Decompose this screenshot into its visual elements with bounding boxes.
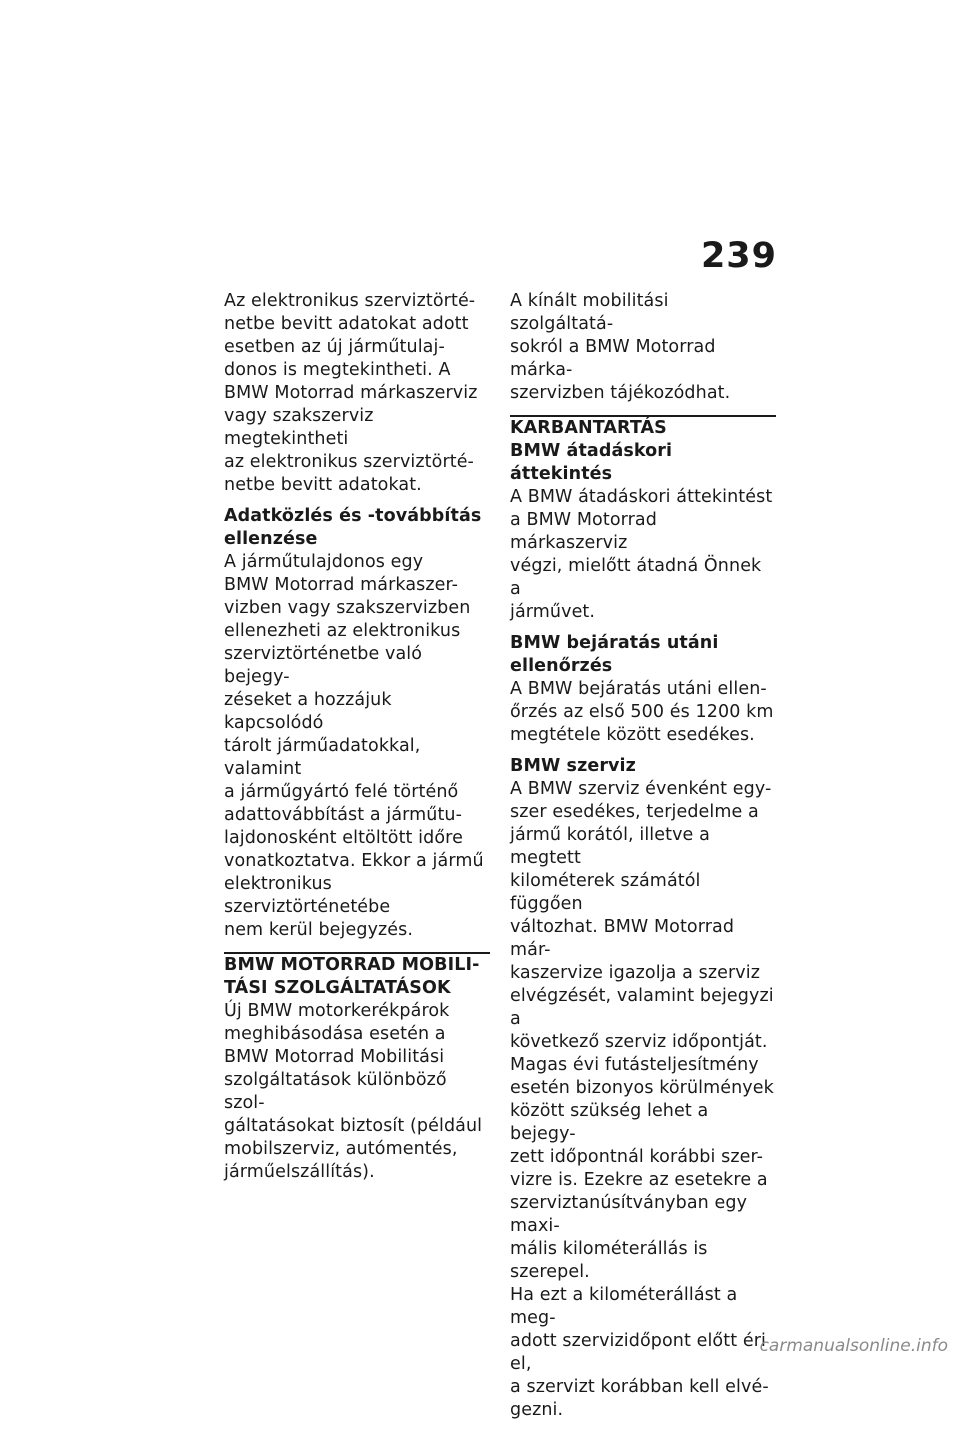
left-paragraph-2: A járműtulajdonos egy BMW Motorrad márkaszer- vizben vagy szakszervizben ellenezheti az elektronikus szerviztörténetbe való bejegy- zéseket a hozzájuk kapcsolódó tárolt járműadatokkal, valamint a járműgyártó felé történő adattovábbítást a járműtu- lajdonosként eltöltött időre vonatkoztatva. Ekkor a jármű elektronikus szerviztörténetébe nem kerül bejegyzés. (224, 552, 484, 940)
right-subheading-3: BMW szerviz (510, 756, 636, 776)
right-paragraph-2: A BMW átadáskori áttekintést a BMW Motorrad márkaszerviz végzi, mielőtt átadná Önnek a járművet. (510, 487, 773, 622)
left-paragraph-3: Új BMW motorkerékpárok meghibásodása esetén a BMW Motorrad Mobilitási szolgáltatások különböző szol- gáltatásokat biztosít (például mobilszerviz, autómentés, járműelszállítás). (224, 1001, 483, 1182)
section-heading-mobility: BMW MOTORRAD MOBILI- TÁSI SZOLGÁLTATÁSOK (224, 955, 480, 998)
right-column (510, 290, 776, 1430)
right-paragraph-3: A BMW bejáratás utáni ellen- őrzés az első 500 és 1200 km megtétele között esedékes. (510, 679, 774, 745)
left-subheading-1: Adatközlés és -továbbítás ellenzése (224, 506, 482, 549)
right-subheading-2: BMW bejáratás utáni ellenőrzés (510, 633, 719, 676)
left-paragraph-1: Az elektronikus szerviztörté- netbe bevitt adatokat adott esetben az új járműtulaj- donos is megtekintheti. A BMW Motorrad márkaszerviz vagy szakszerviz megtekintheti az elektronikus szerviztörté- netbe bevitt adatokat. (224, 291, 478, 495)
page-number: 239 (700, 236, 777, 276)
section-heading-maintenance: KARBANTARTÁS (510, 418, 667, 438)
watermark: carmanualsonline.info (759, 1336, 948, 1356)
right-paragraph-4: A BMW szerviz évenként egy- szer esedékes, terjedelme a jármű korától, illetve a megtett kilométerek számától függően változhat. BMW Motorrad már- kaszervize igazolja a szerviz elvégzését, valamint bejegyzi a következő szerviz időpontját. Magas évi futásteljesítmény esetén bizonyos körülmények között szükség lehet a bejegy- zett időpontnál korábbi szer- vizre is. Ezekre az esetekre a szerviztanúsítványban egy maxi- mális kilométerállás is szerepel. Ha ezt a kilométerállást a meg- adott szervizidőpont előtt éri el, a szervizt korábban kell elvé- gezni. (510, 779, 774, 1420)
right-paragraph-1: A kínált mobilitási szolgáltatá- sokról a BMW Motorrad márka- szervizben tájékozódhat. (510, 291, 731, 403)
left-column (224, 290, 490, 1192)
right-subheading-1: BMW átadáskori áttekintés (510, 441, 673, 484)
